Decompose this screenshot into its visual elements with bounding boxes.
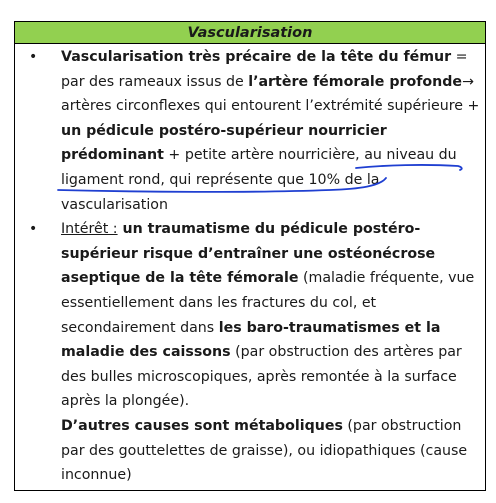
baro-traumatismes-text: les baro-traumatismes et la maladie des caissons — [61, 319, 441, 361]
arrow-right-icon: → — [462, 73, 474, 90]
traumatisme-text: un traumatisme du pédicule postéro-supérieur risque d’entraîner une ostéonécrose aseptique de la tête fémorale — [61, 221, 436, 287]
text-span: , qui représente que 10% de la vascularisation — [61, 171, 380, 213]
text-span: (maladie fréquente, vue essentiellement dans les fractures du col, et secondairement dans — [61, 270, 475, 336]
pedicule-text: un pédicule postéro-supérieur nourricier prédominant — [61, 122, 387, 164]
artere-femorale-text: l’artère fémorale profonde — [248, 73, 463, 90]
text-span: + — [163, 147, 185, 164]
column-divider — [485, 22, 486, 490]
header-title: Vascularisation — [187, 24, 313, 41]
list-item-interet — [15, 217, 481, 414]
bullet-icon: • — [29, 221, 38, 238]
text-span: artères circonflexes qui entourent l’extrémité supérieure + — [61, 98, 480, 115]
paragraph-autres-causes — [15, 414, 481, 488]
interet-label: Intérêt : — [61, 221, 118, 238]
vascularisation-intro: Vascularisation très précaire de la tête du fémur — [61, 49, 452, 65]
text-span: (par obstruction des artères par des bulles microscopiques, après remontée à la surface après la plongée). — [61, 344, 462, 410]
handwritten-underlined-text: petite artère nourricière, au niveau du ligament rond — [61, 147, 457, 188]
table-body-cell — [15, 45, 481, 488]
table-header — [15, 22, 485, 44]
bullet-icon: • — [29, 49, 38, 65]
autres-causes-text: D’autres causes sont métaboliques — [61, 417, 343, 434]
course-notes-table — [14, 21, 486, 491]
text-span: (par obstruction par des gouttelettes de graisse), ou idiopathiques (cause inconnue) — [61, 417, 468, 484]
text-span: = par des rameaux issus de — [61, 49, 468, 90]
list-item-vascularisation — [15, 45, 481, 217]
